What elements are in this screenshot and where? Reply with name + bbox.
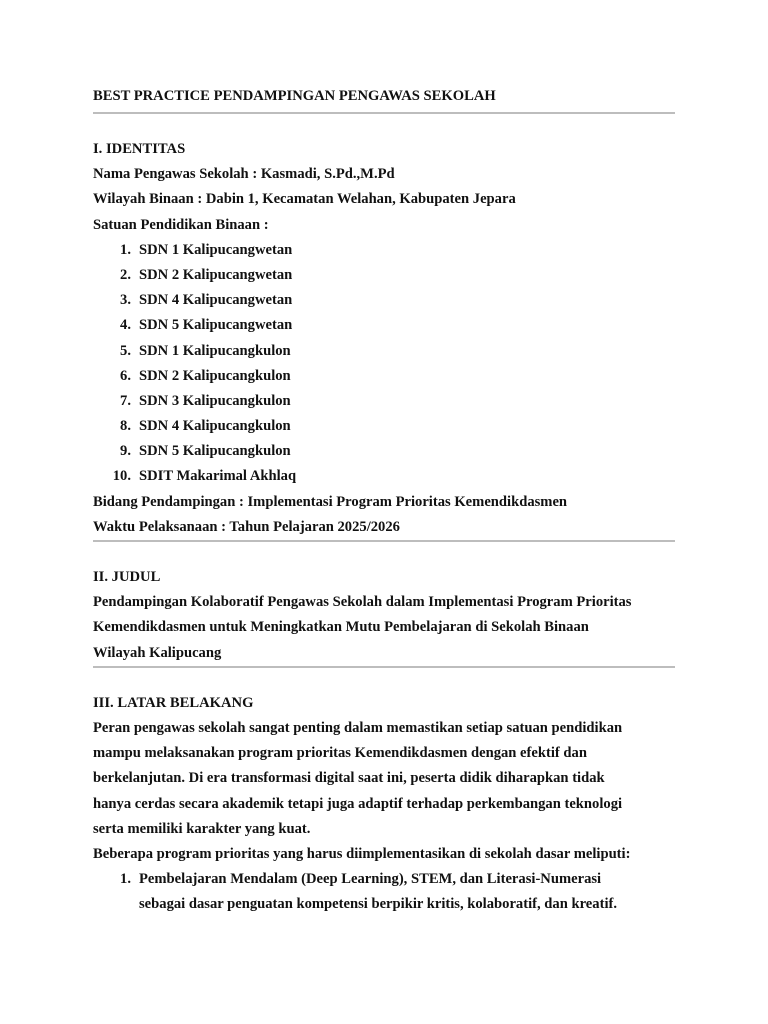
- school-name: SDN 5 Kalipucangkulon: [139, 443, 291, 460]
- list-number: 7.: [120, 392, 131, 409]
- list-item: [93, 339, 675, 364]
- list-item: [93, 439, 675, 464]
- list-item: [93, 288, 675, 313]
- school-name: SDN 2 Kalipucangkulon: [139, 367, 291, 384]
- section-heading-identitas: I. IDENTITAS: [93, 141, 186, 157]
- list-item: [93, 464, 675, 489]
- list-number: 2.: [120, 266, 131, 283]
- spacer: [93, 542, 675, 565]
- list-number: 1.: [120, 871, 131, 888]
- list-item: [93, 867, 675, 917]
- document-title: BEST PRACTICE PENDAMPINGAN PENGAWAS SEKOLAH: [93, 88, 496, 104]
- list-number: 10.: [112, 468, 131, 485]
- school-name: SDN 4 Kalipucangwetan: [139, 292, 293, 309]
- list-number: 6.: [120, 367, 131, 384]
- school-name: SDN 4 Kalipucangkulon: [139, 418, 291, 435]
- judul-line: Wilayah Kalipucang: [93, 644, 222, 661]
- school-name: SDN 3 Kalipucangkulon: [139, 392, 291, 409]
- waktu-pelaksanaan: Waktu Pelaksanaan : Tahun Pelajaran 2025/2026: [93, 518, 400, 535]
- paragraph-line: hanya cerdas secara akademik tetapi juga adaptif terhadap perkembangan teknologi: [93, 795, 623, 812]
- nama-pengawas: Nama Pengawas Sekolah : Kasmadi, S.Pd.,M.Pd: [93, 166, 395, 183]
- paragraph-line: serta memiliki karakter yang kuat.: [93, 820, 311, 837]
- section-heading-judul: II. JUDUL: [93, 569, 161, 585]
- list-item: [93, 238, 675, 263]
- spacer: [93, 668, 675, 691]
- list-item: [93, 389, 675, 414]
- judul-line: Kemendikdasmen untuk Meningkatkan Mutu Pembelajaran di Sekolah Binaan: [93, 619, 589, 636]
- program-line: sebagai dasar penguatan kompetensi berpikir kritis, kolaboratif, dan kreatif.: [139, 896, 618, 913]
- document-page: [93, 86, 675, 917]
- wilayah-binaan: Wilayah Binaan : Dabin 1, Kecamatan Welahan, Kabupaten Jepara: [93, 191, 516, 208]
- program-line: Pembelajaran Mendalam (Deep Learning), STEM, dan Literasi-Numerasi: [139, 871, 602, 888]
- list-item: [93, 364, 675, 389]
- school-name: SDN 2 Kalipucangwetan: [139, 266, 293, 283]
- list-number: 3.: [120, 292, 131, 309]
- list-number: 8.: [120, 418, 131, 435]
- paragraph-line: berkelanjutan. Di era transformasi digital saat ini, peserta didik diharapkan tidak: [93, 770, 605, 787]
- latar-paragraph: [93, 716, 675, 842]
- program-list: [93, 867, 675, 917]
- list-number: 9.: [120, 443, 131, 460]
- list-number: 4.: [120, 317, 131, 334]
- school-list: [93, 238, 675, 490]
- list-item: [93, 414, 675, 439]
- bidang-pendampingan: Bidang Pendampingan : Implementasi Program Prioritas Kemendikdasmen: [93, 493, 568, 510]
- paragraph-line: mampu melaksanakan program prioritas Kemendikdasmen dengan efektif dan: [93, 745, 587, 762]
- section-heading-latar-belakang: III. LATAR BELAKANG: [93, 694, 254, 711]
- list-item: [93, 313, 675, 338]
- paragraph-line: Peran pengawas sekolah sangat penting dalam memastikan setiap satuan pendidikan: [93, 719, 623, 736]
- satuan-pendidikan-label: Satuan Pendidikan Binaan :: [93, 216, 269, 233]
- spacer: [93, 114, 675, 137]
- school-name: SDIT Makarimal Akhlaq: [139, 468, 297, 485]
- list-number: 1.: [120, 241, 131, 258]
- list-item: [93, 263, 675, 288]
- program-intro: Beberapa program prioritas yang harus diimplementasikan di sekolah dasar meliputi:: [93, 845, 631, 862]
- list-number: 5.: [120, 342, 131, 359]
- judul-line: Pendampingan Kolaboratif Pengawas Sekolah dalam Implementasi Program Prioritas: [93, 594, 632, 611]
- school-name: SDN 5 Kalipucangwetan: [139, 317, 293, 334]
- school-name: SDN 1 Kalipucangkulon: [139, 342, 291, 359]
- school-name: SDN 1 Kalipucangwetan: [139, 241, 293, 258]
